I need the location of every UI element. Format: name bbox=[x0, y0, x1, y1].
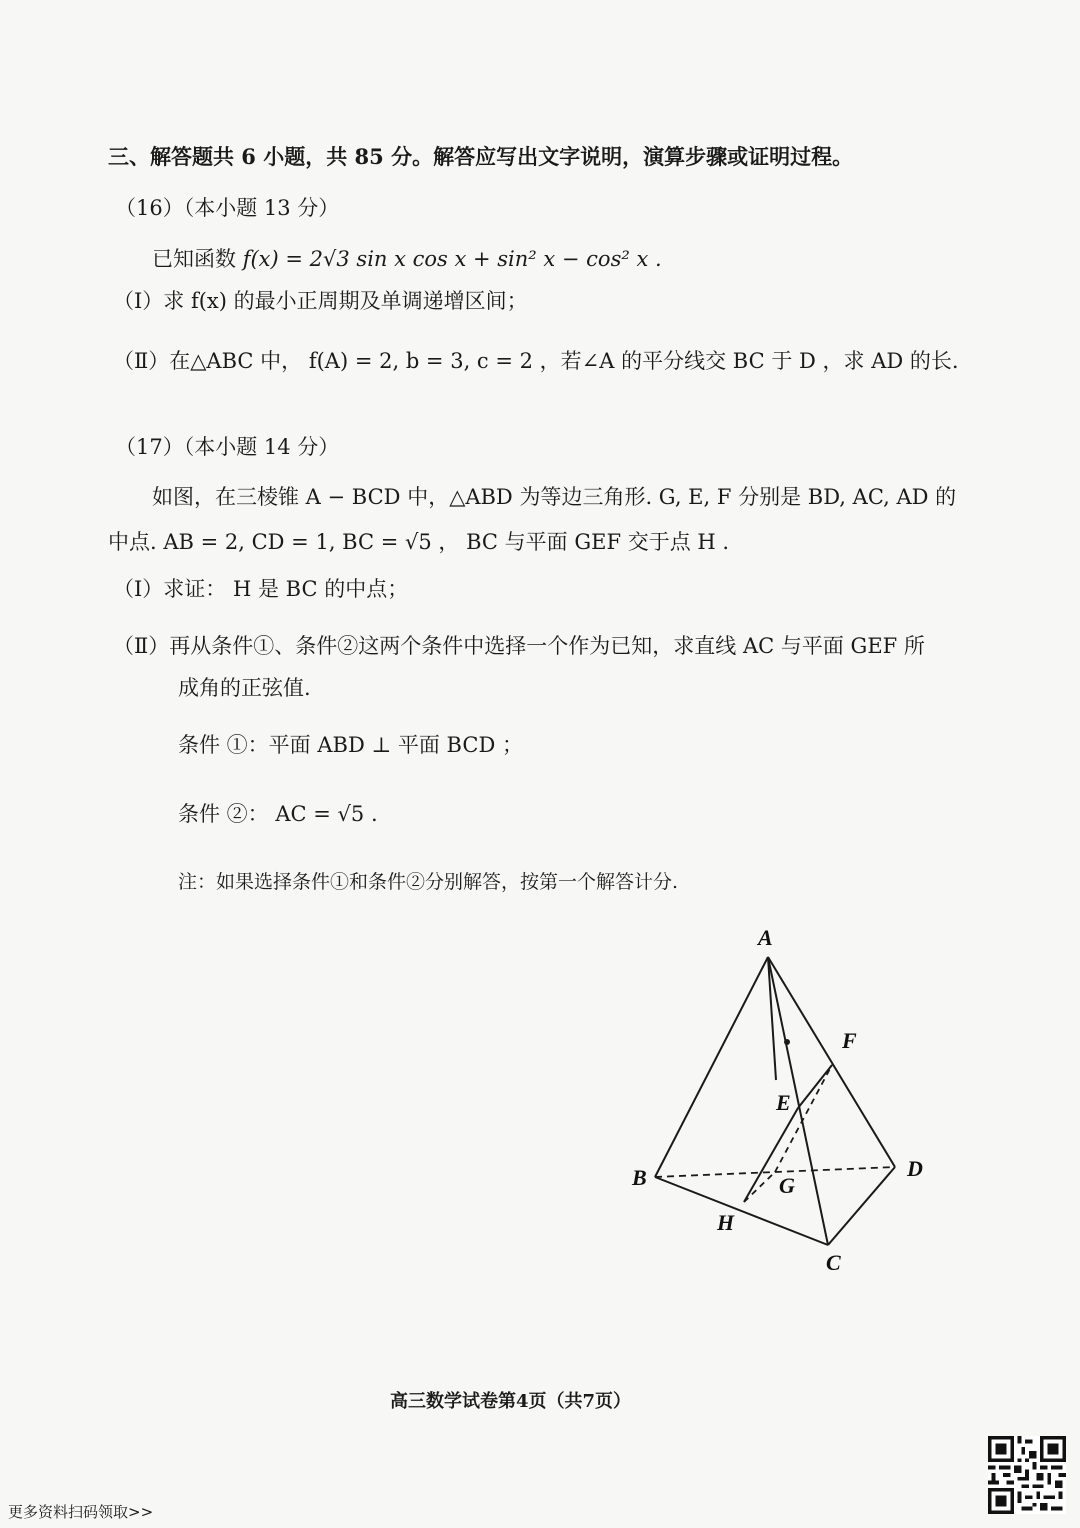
q17-part2 bbox=[113, 632, 925, 660]
edge-CD bbox=[828, 1167, 895, 1245]
label-E: E bbox=[776, 1090, 791, 1115]
edge-BC bbox=[655, 1177, 828, 1245]
q17-part1 bbox=[113, 575, 408, 603]
q17-part1-text: 求证： H 是 BC 的中点； bbox=[163, 577, 409, 601]
q17-condition1: 条件 ①：平面 ABD ⊥ 平面 BCD ； bbox=[178, 733, 523, 757]
point-marker bbox=[784, 1039, 790, 1045]
q16-number: （16）（本小题 13 分） bbox=[115, 196, 340, 220]
q16-function: f(x) = 2√3 sin x cos x + sin² x − cos² x . bbox=[242, 247, 662, 271]
label-B: B bbox=[632, 1165, 647, 1190]
q16-part1-label: （Ⅰ） bbox=[113, 289, 164, 313]
q17-part2-text-line2: 成角的正弦值. bbox=[178, 676, 311, 700]
segment-GF-hidden bbox=[775, 1065, 832, 1172]
page-footer: 高三数学试卷第4页（共7页） bbox=[390, 1391, 632, 1412]
q17-note: 注：如果选择条件①和条件②分别解答，按第一个解答计分. bbox=[178, 871, 679, 893]
q16-part2 bbox=[113, 347, 959, 375]
q16-part1-text: 求 f(x) 的最小正周期及单调递增区间； bbox=[163, 289, 528, 313]
q17-condition2: 条件 ②： AC = √5 . bbox=[178, 802, 378, 826]
pyramid-figure bbox=[600, 915, 940, 1280]
q17-number: （17）（本小题 14 分） bbox=[115, 435, 340, 459]
q16-stem-prefix: 已知函数 bbox=[152, 247, 236, 271]
label-A: A bbox=[758, 925, 773, 950]
qr-code[interactable] bbox=[988, 1436, 1066, 1514]
label-D: D bbox=[907, 1156, 923, 1181]
q17-stem-line2: 中点. AB = 2, CD = 1, BC = √5 ， BC 与平面 GEF 交于点 H . bbox=[108, 530, 730, 554]
q17-part2-label: （Ⅱ） bbox=[113, 634, 170, 658]
q16-stem bbox=[152, 245, 662, 273]
q17-stem-line1: 如图，在三棱锥 A − BCD 中，△ABD 为等边三角形. G, E, F 分别是 BD, AC, AD 的 bbox=[152, 485, 957, 509]
q17-part1-label: （Ⅰ） bbox=[113, 577, 164, 601]
segment-EF bbox=[798, 1065, 832, 1108]
promo-text[interactable]: 更多资料扫码领取>> bbox=[8, 1503, 154, 1521]
q16-part1 bbox=[113, 287, 528, 315]
q17-part2-text-line1: 再从条件①、条件②这两个条件中选择一个作为已知，求直线 AC 与平面 GEF 所 bbox=[169, 634, 925, 658]
label-G: G bbox=[779, 1173, 795, 1198]
q16-part2-label: （Ⅱ） bbox=[113, 349, 170, 373]
label-C: C bbox=[826, 1250, 841, 1275]
q16-part2-text: 在△ABC 中， f(A) = 2, b = 3, c = 2 ，若∠A 的平分线交 BC 于 D ，求 AD 的长. bbox=[169, 349, 959, 373]
edge-AB bbox=[655, 957, 768, 1177]
label-H: H bbox=[717, 1210, 735, 1235]
edge-AD bbox=[768, 957, 895, 1167]
section-heading: 三、解答题共 6 小题，共 85 分。解答应写出文字说明，演算步骤或证明过程。 bbox=[108, 144, 854, 169]
label-F: F bbox=[842, 1028, 857, 1053]
